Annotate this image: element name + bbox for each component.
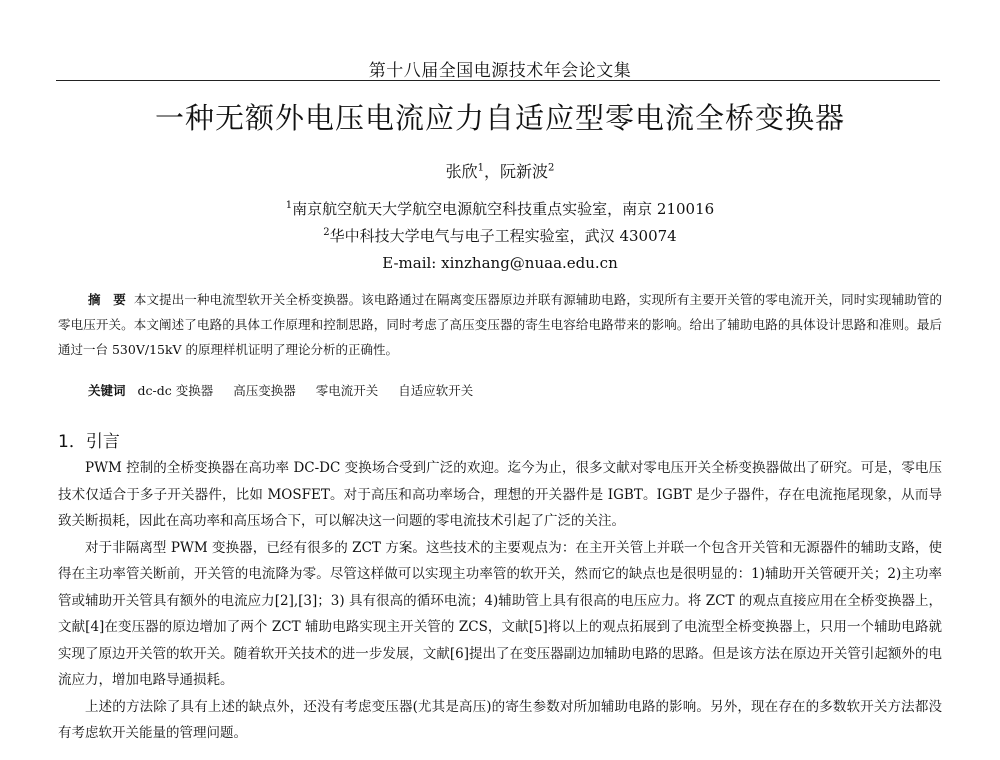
keywords-label: 关键词: [88, 383, 126, 398]
paragraph: 上述的方法除了具有上述的缺点外，还没有考虑变压器(尤其是高压)的寄生参数对所加辅助电路的影响。另外，现在存在的多数软开关方法都没有考虑软开关能量的管理问题。: [58, 698, 942, 741]
body-text: [58, 455, 942, 747]
author-name: 张欣: [445, 162, 478, 181]
keyword: 零电流开关: [315, 383, 379, 398]
abstract-label: 摘 要: [88, 292, 126, 307]
affiliation: [0, 225, 1000, 246]
author-affiliation-mark: 2: [548, 162, 555, 174]
abstract: [58, 287, 942, 362]
keyword: dc-dc 变换器: [137, 383, 214, 398]
author-email[interactable]: E-mail: xinzhang@nuaa.edu.cn: [382, 254, 618, 272]
running-header: 第十八届全国电源技术年会论文集: [368, 61, 632, 81]
paper-title: 一种无额外电压电流应力自适应型零电流全桥变换器: [154, 101, 845, 135]
affiliation-text: 华中科技大学电气与电子工程实验室，武汉 430074: [329, 227, 677, 245]
keyword: 自适应软开关: [398, 383, 474, 398]
header-rule: [56, 80, 940, 81]
affiliation: [0, 198, 1000, 219]
author-list: [0, 159, 1000, 182]
keywords: [88, 381, 489, 399]
author-affiliation-mark: 1: [477, 162, 484, 174]
keyword: 高压变换器: [233, 383, 296, 398]
paragraph: 对于非隔离型 PWM 变换器，已经有很多的 ZCT 方案。这些技术的主要观点为：在主开关管上并联一个包含开关管和无源器件的辅助支路，使得在主功率管关断前，开关管的电流降为零。尽管这样做可以实现主功率管的软开关，然而它的缺点也是很明显的：1)辅助开关管硬开关；2)主功率管或辅助开关管具有额外的电流应力[2],[3]；3) 具有很高的循环电流；4)辅助管上具有很高的电压应力。将 ZCT 的观点直接应用在全桥变换器上，文献[4]在变压器的原边增加了两个 ZCT 辅助电路实现主开关管的 ZCS，文献[5]将以上的观点拓展到了电流型全桥变换器上，只用一个辅助电路就实现了原边开关管的软开关。随着软开关技术的进一步发展，文献[6]提出了在变压器副边加辅助电路的思路。但是该方法在原边开关管引起额外的电流应力，增加电路导通损耗。: [58, 539, 942, 688]
section-heading: 1．引言: [58, 432, 120, 452]
affiliation-text: 南京航空航天大学航空电源航空科技重点实验室，南京 210016: [292, 200, 715, 218]
affiliation-mark: 1: [285, 200, 293, 211]
author-name: 阮新波: [500, 162, 549, 181]
abstract-text: 本文提出一种电流型软开关全桥变换器。该电路通过在隔离变压器原边并联有源辅助电路，实现所有主要开关管的零电流开关，同时实现辅助管的零电压开关。本文阐述了电路的具体工作原理和控制思路，同时考虑了高压变压器的寄生电容给电路带来的影响。给出了辅助电路的具体设计思路和准则。最后通过一台 530V/15kV 的原理样机证明了理论分析的正确性。: [58, 292, 942, 357]
paragraph: PWM 控制的全桥变换器在高功率 DC-DC 变换场合受到广泛的欢迎。迄今为止，很多文献对零电压开关全桥变换器做出了研究。可是，零电压技术仅适合于多子开关器件，比如 MOSFET。对于高压和高功率场合，理想的开关器件是 IGBT。IGBT 是少子器件，存在电流拖尾现象，从而导致关断损耗，因此在高功率和高压场合下，可以解决这一问题的零电流技术引起了广泛的关注。: [58, 460, 942, 529]
author-separator: ，: [483, 162, 500, 181]
affiliation-mark: 2: [323, 227, 330, 238]
